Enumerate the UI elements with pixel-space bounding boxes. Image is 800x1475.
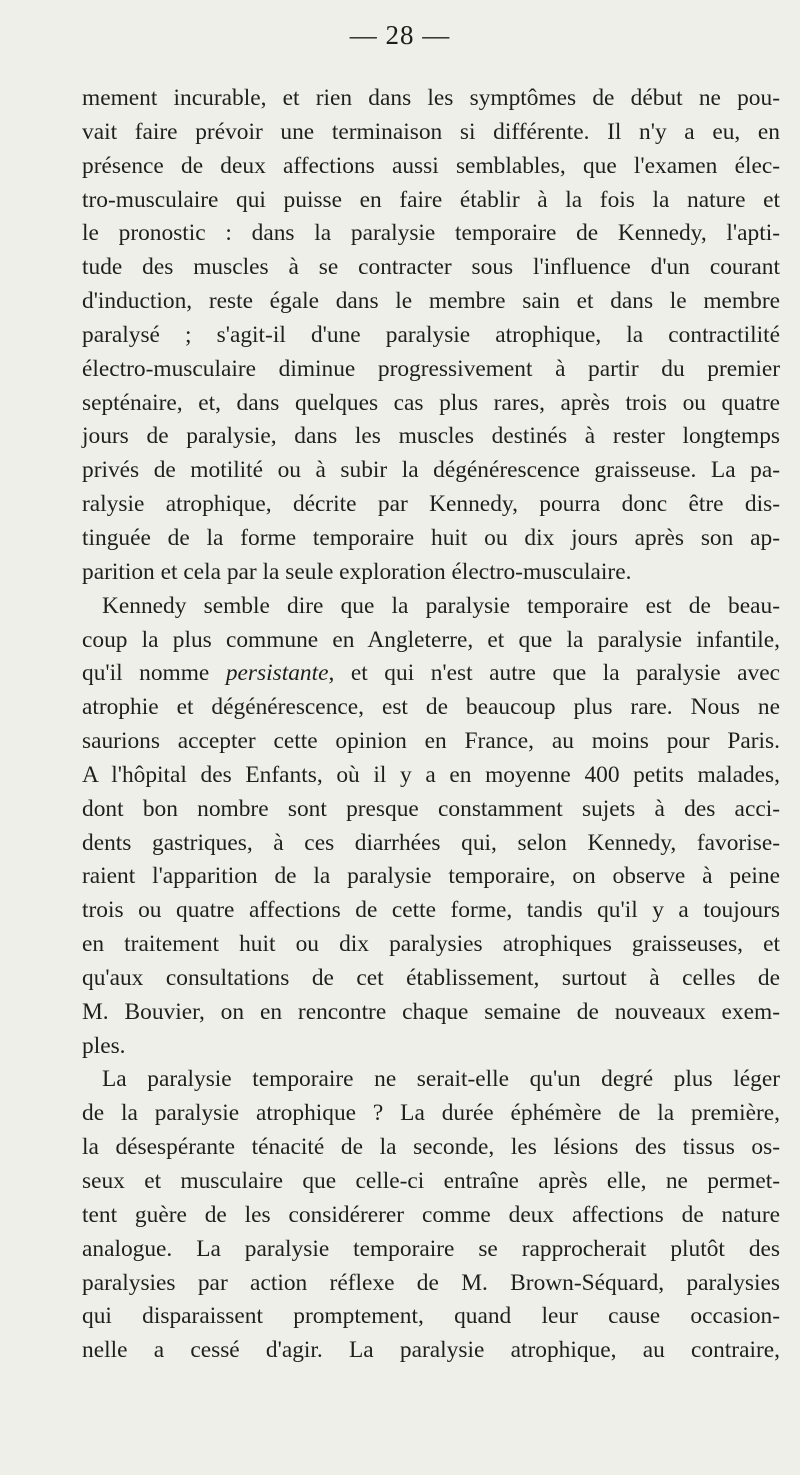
text-line: en traitement huit ou dix paralysies atrophiques graisseuses, et — [82, 931, 780, 958]
text-line: atrophie et dégénérescence, est de beaucoup plus rare. Nous ne — [82, 694, 780, 721]
text-line: dents gastriques, à ces diarrhées qui, selon Kennedy, favorise- — [82, 829, 780, 856]
text-line: tro-musculaire qui puisse en faire établir à la fois la nature et — [82, 186, 780, 213]
text-line: tude des muscles à se contracter sous l'influence d'un courant — [82, 254, 780, 281]
text-line: coup la plus commune en Angleterre, et que la paralysie infantile, — [82, 626, 780, 653]
text-line: A l'hôpital des Enfants, où il y a en moyenne 400 petits malades, — [82, 761, 780, 788]
page-number: — 28 — — [349, 20, 451, 50]
text-line: seux et musculaire que celle-ci entraîne après elle, ne permet- — [82, 1168, 780, 1194]
text-line: tinguée de la forme temporaire huit ou dix jours après son ap- — [82, 524, 780, 551]
text-line: vait faire prévoir une terminaison si différente. Il n'y a eu, en — [82, 118, 780, 145]
text-line: nelle a cessé d'agir. La paralysie atrophique, au contraire, — [82, 1337, 780, 1364]
text-line: septénaire, et, dans quelques cas plus rares, après trois ou quatre — [82, 389, 780, 416]
text-line: La paralysie temporaire ne serait-elle qu'un degré plus léger — [102, 1066, 780, 1093]
text-line: de la paralysie atrophique ? La durée éphémère de la première, — [82, 1100, 780, 1127]
text-fragment: qu'il nomme — [82, 660, 226, 687]
text-line: raient l'apparition de la paralysie temporaire, on observe à peine — [82, 863, 780, 890]
text-line: présence de deux affections aussi semblables, que l'examen élec- — [82, 152, 780, 179]
text-line: paralysé ; s'agit-il d'une paralysie atrophique, la contractilité — [82, 321, 780, 348]
text-line: dont bon nombre sont presque constamment sujets à des acci- — [82, 795, 780, 822]
text-line: paralysies par action réflexe de M. Brown-Séquard, paralysies — [82, 1269, 780, 1296]
text-line: Kennedy semble dire que la paralysie temporaire est de beau- — [102, 592, 780, 619]
text-line: le pronostic : dans la paralysie temporaire de Kennedy, l'apti- — [82, 220, 780, 247]
text-line: la désespérante ténacité de la seconde, les lésions des tissus os- — [82, 1134, 780, 1161]
text-line: jours de paralysie, dans les muscles destinés à rester longtemps — [82, 423, 780, 450]
text-fragment: , et qui n'est autre que la paralysie avec — [328, 660, 780, 687]
body-text — [82, 82, 780, 1368]
text-line: saurions accepter cette opinion en France, au moins pour Paris. — [82, 728, 780, 755]
text-line: parition et cela par la seule exploration électro-musculaire. — [82, 558, 632, 585]
text-line: électro-musculaire diminue progressivement à partir du premier — [82, 355, 780, 382]
text-line: trois ou quatre affections de cette forme, tandis qu'il y a toujours — [82, 897, 780, 924]
text-line: qu'aux consultations de cet établissement, surtout à celles de — [82, 964, 780, 991]
text-line: qui disparaissent promptement, quand leur cause occasion- — [82, 1303, 780, 1330]
text-line: ples. — [82, 1032, 126, 1059]
italic-term: persistante — [225, 660, 329, 687]
text-line: privés de motilité ou à subir la dégénérescence graisseuse. La pa- — [82, 457, 780, 484]
text-line: M. Bouvier, on en rencontre chaque semaine de nouveaux exem- — [82, 998, 780, 1025]
text-line: analogue. La paralysie temporaire se rapprocherait plutôt des — [82, 1235, 780, 1262]
text-line: d'induction, reste égale dans le membre sain et dans le membre — [82, 288, 780, 315]
text-line — [82, 657, 780, 691]
text-line: tent guère de les considérerer comme deux affections de nature — [82, 1201, 780, 1228]
text-line: ralysie atrophique, décrite par Kennedy, pourra donc être dis- — [82, 491, 780, 518]
text-line: mement incurable, et rien dans les symptômes de début ne pou- — [82, 85, 780, 111]
